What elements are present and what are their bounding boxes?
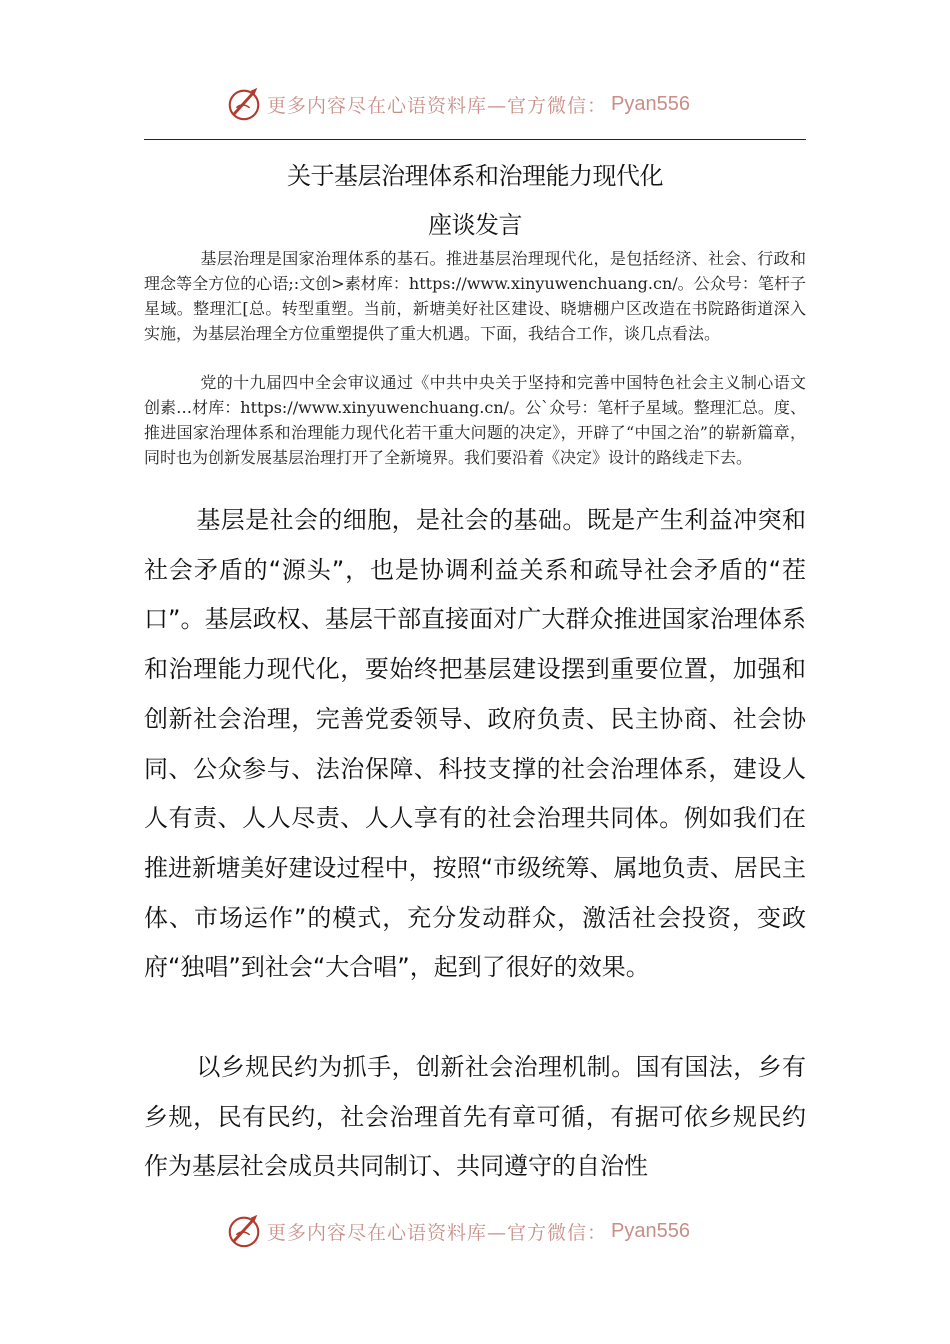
banner-wechat-id: Pyan556 (611, 92, 690, 115)
paragraph-small-2 (144, 370, 806, 470)
banner-wechat-id: Pyan556 (611, 1219, 690, 1242)
paragraph-large-2 (144, 1043, 806, 1192)
document-title-line2: 座谈发言 (428, 211, 522, 239)
paragraph-large-1 (144, 496, 806, 993)
banner-text: 更多内容尽在心语资料库—官方微信： (267, 94, 608, 117)
pen-logo-icon (225, 1212, 263, 1250)
document-title-line1: 关于基层治理体系和治理能力现代化 (287, 162, 663, 190)
paragraph-large-2-text: 以乡规民约为抓手，创新社会治理机制。国有国法，乡有乡规，民有民约，社会治理首先有章可循，有据可依乡规民约作为基层社会成员共同制订、共同遵守的自治性 (144, 1053, 806, 1181)
banner-text: 更多内容尽在心语资料库—官方微信： (267, 1221, 608, 1244)
pen-logo-icon (225, 85, 263, 123)
header-watermark-banner (225, 84, 725, 124)
paragraph-large-1-text: 基层是社会的细胞，是社会的基础。既是产生利益冲突和社会矛盾的“源头”，也是协调利益关系和疏导社会矛盾的“茬口”。基层政权、基层干部直接面对广大群众推进国家治理体系和治理能力现代化，要始终把基层建设摆到重要位置，加强和创新社会治理，完善党委领导、政府负责、民主协商、社会协同、公众参与、法治保障、科技支撑的社会治理体系，建设人人有责、人人尽责、人人享有的社会治理共同体。例如我们在推进新塘美好建设过程中，按照“市级统筹、属地负责、居民主体、市场运作”的模式，充分发动群众，激活社会投资，变政府“独唱”到社会“大合唱”，起到了很好的效果。 (144, 506, 806, 982)
paragraph-small-1-text: 基层治理是国家治理体系的基石。推进基层治理现代化，是包括经济、社会、行政和理念等全方位的心语;:文创>素材库：https://www.xinyuwenchuang.cn/。公众号：笔杆子星域。整理汇[总。转型重塑。当前，新塘美好社区建设、晓塘棚户区改造在书院路街道深入实施，为基层治理全方位重塑提供了重大机遇。下面，我结合工作，谈几点看法。 (144, 249, 806, 343)
paragraph-small-2-text: 党的十九届四中全会审议通过《中共中央关于坚持和完善中国特色社会主义制心语文创素…材库：https://www.xinyuwenchuang.cn/。公`众号：笔杆子星域。整理汇总。度、推进国家治理体系和治理能力现代化若干重大问题的决定》，开辟了“中国之治”的崭新篇章，同时也为创新发展基层治理打开了全新境界。我们要沿着《决定》设计的路线走下去。 (144, 373, 806, 467)
header-divider (144, 139, 806, 140)
footer-watermark-banner (225, 1211, 725, 1251)
paragraph-small-1 (144, 246, 806, 346)
